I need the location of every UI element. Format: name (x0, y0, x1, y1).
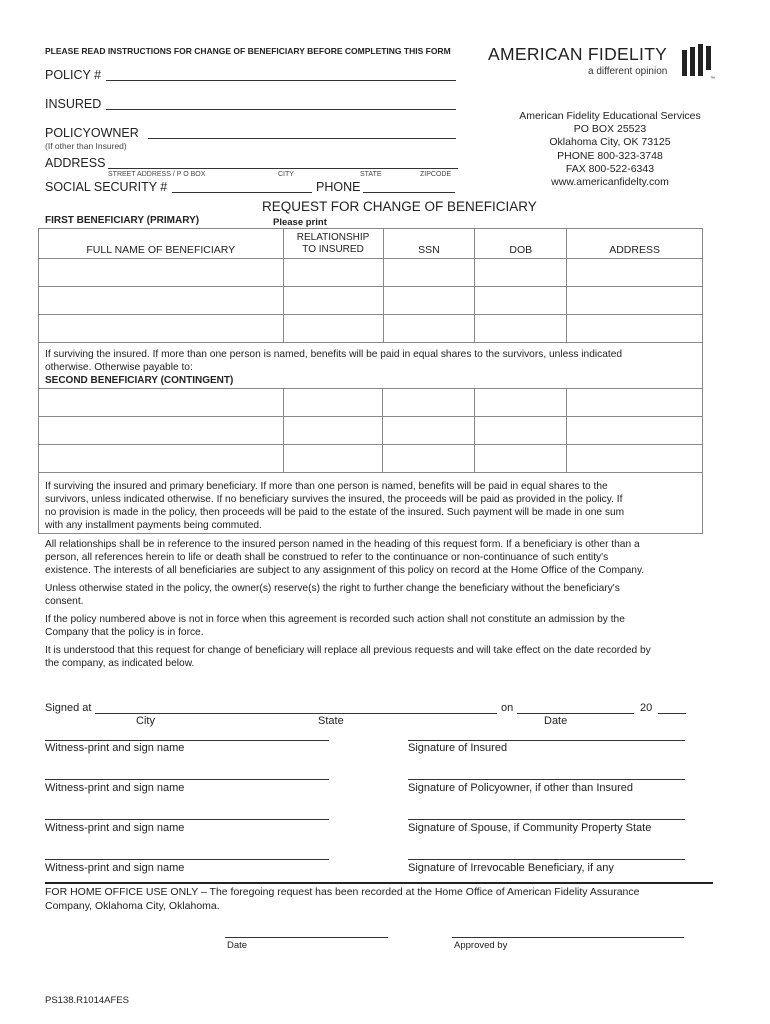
cell-address[interactable] (567, 315, 703, 343)
col-relationship (283, 229, 383, 259)
cell-relationship[interactable] (283, 259, 383, 287)
cell-ssn[interactable] (383, 417, 475, 445)
cell-ssn[interactable] (383, 259, 475, 287)
company-name: American Fidelity Educational Services (519, 110, 701, 122)
policyowner-field[interactable] (148, 138, 456, 139)
terms-p4-line2: the company, as indicated below. (45, 658, 195, 669)
signed-at-field[interactable] (95, 713, 497, 714)
office-date-label: Date (227, 940, 248, 951)
date-field[interactable] (517, 713, 634, 714)
col-dob: DOB (475, 229, 567, 259)
table-row (39, 315, 703, 343)
approved-by-field[interactable] (452, 937, 684, 938)
state-caption: State (318, 715, 344, 727)
cell-relationship[interactable] (283, 445, 383, 473)
terms-p2-line2: consent. (45, 596, 84, 607)
cell-dob[interactable] (475, 315, 567, 343)
office-line1: FOR HOME OFFICE USE ONLY – The foregoing request has been recorded at the Home Office of American Fidelity Assurance (45, 886, 640, 898)
col-relationship-line1: RELATIONSHIP (296, 232, 370, 243)
witness-3-field[interactable] (45, 819, 329, 820)
signed-at-label: Signed at (45, 702, 92, 714)
primary-note-line1: If surviving the insured. If more than one person is named, benefits will be paid in equal shares to the survivors, unless indicated (45, 349, 623, 360)
company-website: www.americanfidelty.com (551, 176, 669, 189)
spouse-signature-label: Signature of Spouse, if Community Property State (408, 822, 652, 834)
cell-address[interactable] (567, 259, 703, 287)
form-code: PS138.R1014AFES (45, 995, 129, 1006)
city-label: CITY (278, 171, 294, 178)
address-label: ADDRESS (45, 156, 106, 170)
irrevocable-signature-label: Signature of Irrevocable Beneficiary, if any (408, 862, 614, 874)
terms-p2-line1: Unless otherwise stated in the policy, the owner(s) reserve(s) the right to further change the beneficiary without the beneficiary's (45, 583, 620, 594)
cell-dob[interactable] (475, 389, 567, 417)
col-relationship-line2: TO INSURED (302, 243, 364, 255)
secondary-note-line4: with any installment payments being commuted. (45, 520, 262, 531)
primary-beneficiary-table (38, 228, 703, 343)
cell-dob[interactable] (475, 417, 567, 445)
cell-ssn[interactable] (383, 445, 475, 473)
policyowner-signature-field[interactable] (408, 779, 685, 780)
form-title: REQUEST FOR CHANGE OF BENEFICIARY (262, 199, 537, 214)
company-pobox: PO BOX 25523 (573, 123, 647, 136)
office-divider (45, 882, 713, 884)
please-print: Please print (273, 217, 327, 228)
terms-p1-line1: All relationships shall be in reference to the insured person named in the heading of this request form. If a beneficiary is other than a (45, 539, 640, 550)
witness-1-label: Witness-print and sign name (45, 742, 185, 754)
cell-ssn[interactable] (383, 389, 475, 417)
cell-ssn[interactable] (383, 287, 475, 315)
secondary-note-line3: no provision is made in the policy, then proceeds will be paid to the estate of the insured. Such payment will be made in one sum (45, 507, 625, 518)
cell-dob[interactable] (475, 287, 567, 315)
on-label: on (501, 702, 514, 714)
cell-dob[interactable] (475, 259, 567, 287)
table-row (39, 389, 703, 417)
terms-p1-line3: existence. The interests of all beneficiaries are subject to any assignment of this policy on record at the Home Office of the Company. (45, 565, 645, 576)
trademark: ™ (710, 76, 715, 82)
cell-relationship[interactable] (283, 389, 383, 417)
primary-heading: FIRST BENEFICIARY (PRIMARY) (45, 215, 200, 226)
company-phone: PHONE 800-323-3748 (557, 149, 663, 162)
terms-p3-line2: Company that the policy is in force. (45, 627, 204, 638)
terms-p3-line1: If the policy numbered above is not in force when this agreement is recorded such action shall not constitute an admission by the (45, 614, 625, 625)
cell-name[interactable] (39, 417, 284, 445)
cell-name[interactable] (39, 445, 284, 473)
form-instruction: PLEASE READ INSTRUCTIONS FOR CHANGE OF BENEFICIARY BEFORE COMPLETING THIS FORM (45, 46, 451, 56)
policyowner-label: POLICYOWNER (45, 126, 139, 140)
cell-address[interactable] (567, 417, 703, 445)
secondary-note-line1: If surviving the insured and primary beneficiary. If more than one person is named, benefits will be paid in equal shares to the (45, 481, 608, 492)
year-prefix: 20 (640, 702, 653, 714)
irrevocable-signature-field[interactable] (408, 859, 685, 860)
col-full-name: FULL NAME OF BENEFICIARY (39, 229, 284, 259)
cell-name[interactable] (39, 287, 284, 315)
witness-1-field[interactable] (45, 740, 329, 741)
table-row (39, 259, 703, 287)
year-field[interactable] (658, 713, 686, 714)
ssn-label: SOCIAL SECURITY # (45, 180, 168, 194)
insured-signature-label: Signature of Insured (408, 742, 508, 754)
phone-field[interactable] (363, 192, 455, 193)
table-row (39, 417, 703, 445)
company-fax: FAX 800-522-6343 (565, 162, 655, 175)
city-caption: City (136, 715, 155, 727)
spouse-signature-field[interactable] (408, 819, 685, 820)
cell-name[interactable] (39, 315, 284, 343)
approved-by-label: Approved by (454, 940, 508, 951)
zipcode-label: ZIPCODE (420, 171, 452, 178)
secondary-beneficiary-table (38, 388, 703, 473)
insured-signature-field[interactable] (408, 740, 685, 741)
office-line2: Company, Oklahoma City, Oklahoma. (45, 900, 220, 912)
phone-label: PHONE (316, 180, 361, 194)
policyowner-note: (If other than Insured) (45, 141, 127, 151)
address-field[interactable] (108, 168, 458, 169)
cell-relationship[interactable] (283, 417, 383, 445)
company-address (490, 110, 730, 189)
terms-p1-line2: person, all references herein to life or death shall be construed to refer to the continuance or non-continuance of such entity's (45, 552, 609, 563)
company-city: Oklahoma City, OK 73125 (549, 136, 671, 149)
cell-ssn[interactable] (383, 315, 475, 343)
secondary-note-line2: survivors, unless indicated otherwise. If no beneficiary survives the insured, the proceeds will be paid as provided in the policy. If (45, 494, 623, 505)
policy-number-field[interactable] (106, 80, 456, 81)
office-date-field[interactable] (225, 937, 388, 938)
witness-2-label: Witness-print and sign name (45, 782, 185, 794)
street-label: STREET ADDRESS / P O BOX (108, 171, 206, 178)
cell-relationship[interactable] (283, 287, 383, 315)
primary-note-line2: otherwise. Otherwise payable to: (45, 362, 193, 373)
insured-label: INSURED (45, 97, 102, 111)
cell-name[interactable] (39, 259, 284, 287)
table-row (39, 287, 703, 315)
col-address: ADDRESS (567, 229, 703, 259)
brand-tagline: a different opinion (588, 66, 668, 77)
cell-address[interactable] (567, 287, 703, 315)
cell-address[interactable] (567, 445, 703, 473)
table-row (39, 445, 703, 473)
insured-field[interactable] (106, 109, 456, 110)
cell-address[interactable] (567, 389, 703, 417)
cell-relationship[interactable] (283, 315, 383, 343)
brand-logo-icon (682, 44, 712, 76)
state-label: STATE (360, 171, 382, 178)
policy-label: POLICY # (45, 68, 102, 82)
witness-2-field[interactable] (45, 779, 329, 780)
cell-name[interactable] (39, 389, 284, 417)
cell-dob[interactable] (475, 445, 567, 473)
date-caption: Date (544, 715, 568, 727)
witness-4-field[interactable] (45, 859, 329, 860)
brand-name: AMERICAN FIDELITY (488, 44, 668, 64)
witness-3-label: Witness-print and sign name (45, 822, 185, 834)
terms-p4-line1: It is understood that this request for change of beneficiary will replace all previous requests and will take effect on the date recorded by (45, 645, 651, 656)
secondary-heading: SECOND BENEFICIARY (CONTINGENT) (45, 375, 234, 386)
ssn-field[interactable] (172, 192, 312, 193)
witness-4-label: Witness-print and sign name (45, 862, 185, 874)
policyowner-signature-label: Signature of Policyowner, if other than Insured (408, 782, 634, 794)
col-ssn: SSN (383, 229, 475, 259)
